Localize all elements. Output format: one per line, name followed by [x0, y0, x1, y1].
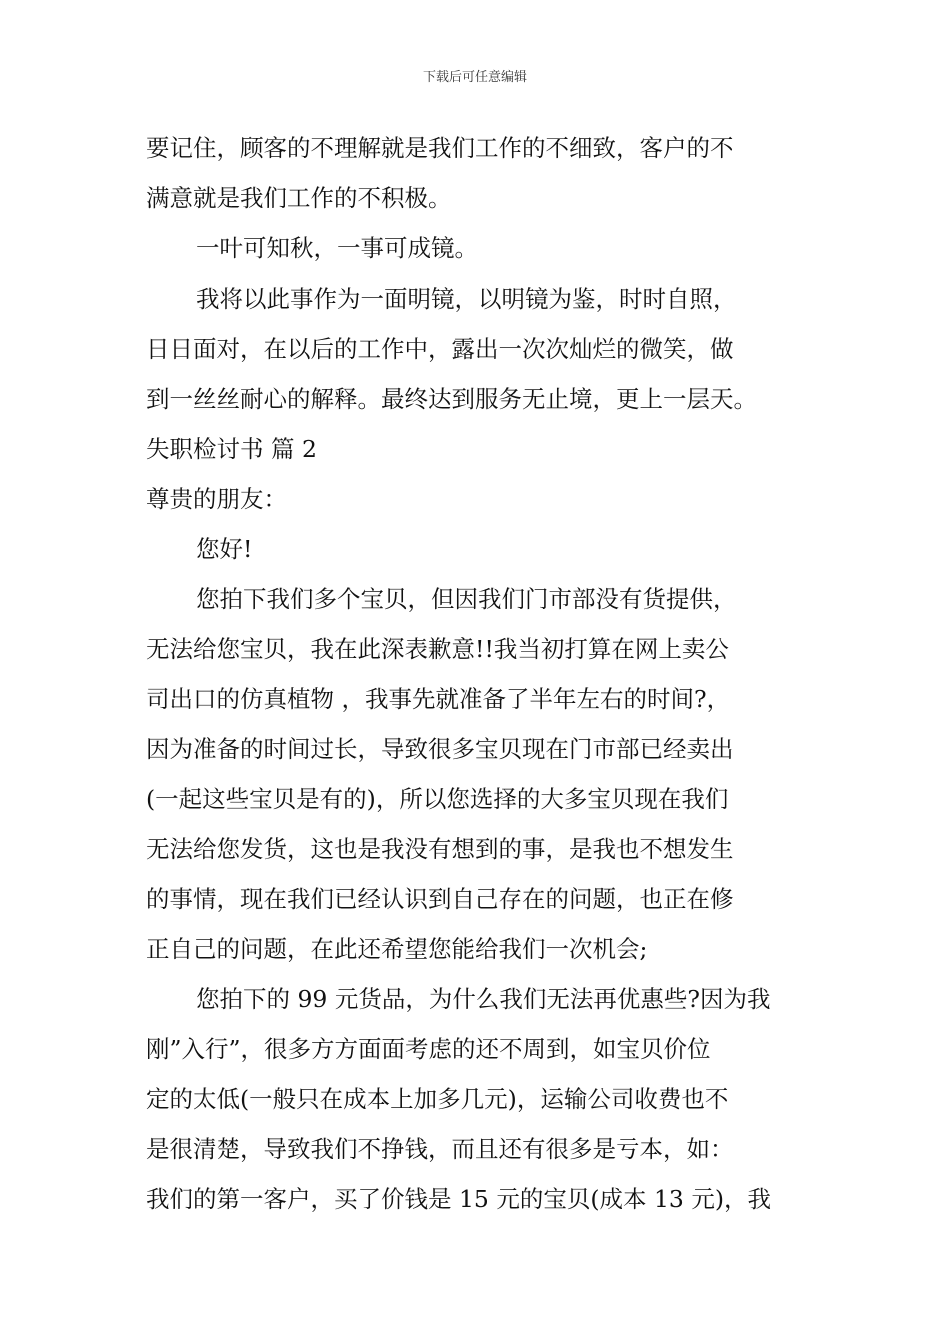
text-line: 满意就是我们工作的不积极。 [146, 184, 452, 212]
text-line: 正自己的问题，在此还希望您能给我们一次机会; [146, 935, 648, 963]
text-line: 一叶可知秋，一事可成镜。 [196, 234, 478, 262]
text-line: 我将以此事作为一面明镜，以明镜为鉴，时时自照， [196, 285, 737, 313]
text-line: 要记住，顾客的不理解就是我们工作的不细致，客户的不 [146, 134, 734, 162]
text-line: 日日面对，在以后的工作中，露出一次次灿烂的微笑，做 [146, 335, 734, 363]
text-line: 到一丝丝耐心的解释。最终达到服务无止境，更上一层天。 [146, 385, 757, 413]
text-line: 我们的第一客户，买了价钱是 15 元的宝贝(成本 13 元)，我 [146, 1185, 772, 1213]
section-title: 失职检讨书 篇 2 [146, 435, 317, 463]
greeting: 您好! [196, 535, 253, 563]
text-line: 司出口的仿真植物 ，我事先就准备了半年左右的时间?， [146, 685, 731, 713]
text-line: 您拍下我们多个宝贝，但因我们门市部没有货提供， [196, 585, 737, 613]
salutation: 尊贵的朋友： [146, 485, 287, 513]
text-line: 的事情，现在我们已经认识到自己存在的问题，也正在修 [146, 885, 734, 913]
text-line: 您拍下的 99 元货品，为什么我们无法再优惠些?因为我 [196, 985, 771, 1013]
text-line: 刚”入行”，很多方方面面考虑的还不周到，如宝贝价位 [146, 1035, 711, 1063]
text-line: 无法给您发货，这也是我没有想到的事，是我也不想发生 [146, 835, 734, 863]
page-header: 下载后可任意编辑 [422, 70, 527, 85]
text-line: 是很清楚，导致我们不挣钱，而且还有很多是亏本，如： [146, 1135, 734, 1163]
text-line: 无法给您宝贝，我在此深表歉意!!我当初打算在网上卖公 [146, 635, 729, 663]
text-line: 因为准备的时间过长，导致很多宝贝现在门市部已经卖出 [146, 735, 734, 763]
text-line: (一起这些宝贝是有的)，所以您选择的大多宝贝现在我们 [146, 785, 729, 813]
text-line: 定的太低(一般只在成本上加多几元)，运输公司收费也不 [146, 1085, 729, 1113]
